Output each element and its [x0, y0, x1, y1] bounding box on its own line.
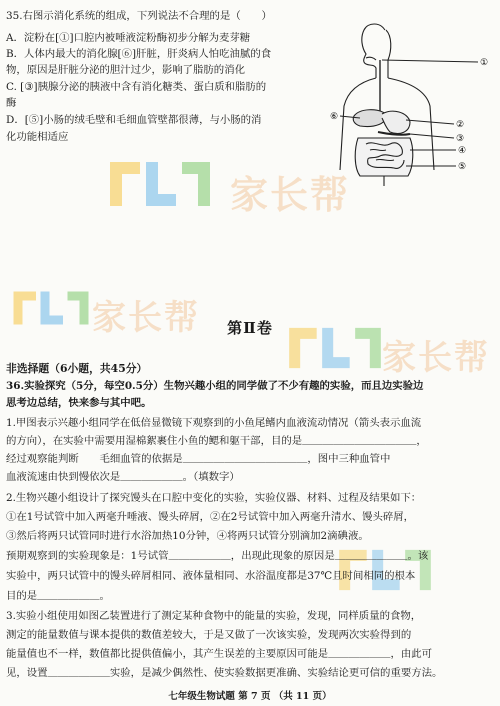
- option-d: D．[⑤]小肠的绒毛壁和毛细血管壁都很薄，与小肠的消: [6, 114, 262, 126]
- watermark-text: 家长帮: [382, 338, 490, 378]
- page-footer: 七年级生物试题 第 7 页 （共 11 页）: [168, 691, 332, 702]
- option-a: A．淀粉在[①]口腔内被唾液淀粉酶初步分解为麦芽糖: [6, 32, 251, 44]
- watermark-text: 家长帮: [92, 298, 200, 338]
- figure-label-2: ②: [456, 120, 465, 130]
- section-heading: 非选择题（6小题，共45分）: [6, 362, 148, 375]
- option-c-cont: 酶: [6, 97, 17, 109]
- q36-line: 见，设置＿＿＿＿＿＿实验，是减少偶然性、使实验数据更准确、实验结论更可信的重要方法。: [6, 667, 443, 679]
- digestive-system-figure: [330, 20, 490, 190]
- q36-line: 2.生物兴趣小组设计了探究馒头在口腔中变化的实验，实验仪器、材料、过程及结果如下：: [6, 492, 422, 504]
- watermark-logo-icon: [100, 152, 220, 216]
- figure-label-6: ⑥: [330, 112, 339, 122]
- q36-line: 测定的能量数值与课本提供的数值差较大，于是又做了一次该实验，发现两次实验得到的: [6, 629, 412, 641]
- figure-label-1: ①: [480, 58, 489, 68]
- q36-line: 血液流速由快到慢依次是＿＿＿＿＿＿。（填数字）: [6, 471, 240, 483]
- part-2-title: 第Ⅱ卷: [227, 319, 273, 337]
- q36-line: 思考边总结，快来参与其中吧。: [6, 397, 152, 409]
- figure-label-3: ③: [456, 134, 465, 144]
- figure-label-5: ⑤: [458, 162, 467, 172]
- q36-line: 经过观察能判断 毛细血管的依据是＿＿＿＿＿＿＿＿＿＿＿＿，图中三种血管中: [6, 453, 391, 465]
- q36-line: 目的是＿＿＿＿＿＿。: [6, 590, 110, 602]
- q36-line: 36.实验探究（5分，每空0.5分）生物兴趣小组的同学做了不少有趣的实验，而且边实验边: [6, 380, 424, 392]
- q36-line: 3.实验小组使用如图乙装置进行了测定某种食物中的能量的实验，发现，同样质量的食物，: [6, 610, 422, 622]
- q36-line: ①在1号试管中加入两毫升唾液、馒头碎屑，②在2号试管中加入两毫升清水、馒头碎屑，: [6, 511, 415, 523]
- q36-line: ③然后将两只试管同时进行水浴加热10分钟，④将两只试管分别滴加2滴碘液。: [6, 530, 369, 542]
- question-stem: 35.右图示消化系统的组成，下列说法不合理的是（ ）: [6, 10, 272, 22]
- option-b-cont: 物，原因是肝脏分泌的胆汁过少，影响了脂肪的消化: [6, 64, 245, 76]
- option-c: C. [③]胰腺分泌的胰液中含有消化糖类、蛋白质和脂肪的: [6, 81, 267, 93]
- q36-line: 能量值也不一样，数值都比提供值偏小，其产生误差的主要原因可能是＿＿＿＿＿＿，由此可: [6, 648, 433, 660]
- q36-line: 的方向），在实验中需要用湿棉絮裹住小鱼的鳃和躯干部，目的是＿＿＿＿＿＿＿＿＿＿＿，: [6, 435, 427, 447]
- q36-line: 1.甲图表示兴趣小组同学在低倍显微镜下观察到的小鱼尾鳍内血液流动情况（箭头表示血流: [6, 417, 422, 429]
- q36-line: 实验中，两只试管中的馒头碎屑相同、液体量相同、水浴温度都是37℃且时间相同的根本: [6, 570, 416, 582]
- option-b: B．人体内最大的消化腺[⑥]肝脏，肝炎病人怕吃油腻的食: [6, 48, 272, 60]
- option-d-cont: 化功能相适应: [6, 131, 69, 143]
- figure-label-4: ④: [458, 146, 467, 156]
- watermark-text: 家长帮: [230, 173, 351, 217]
- q36-line: 预期观察到的实验现象是：1号试管＿＿＿＿＿＿，出现此现象的原因是＿＿＿＿＿＿＿。该: [6, 550, 429, 562]
